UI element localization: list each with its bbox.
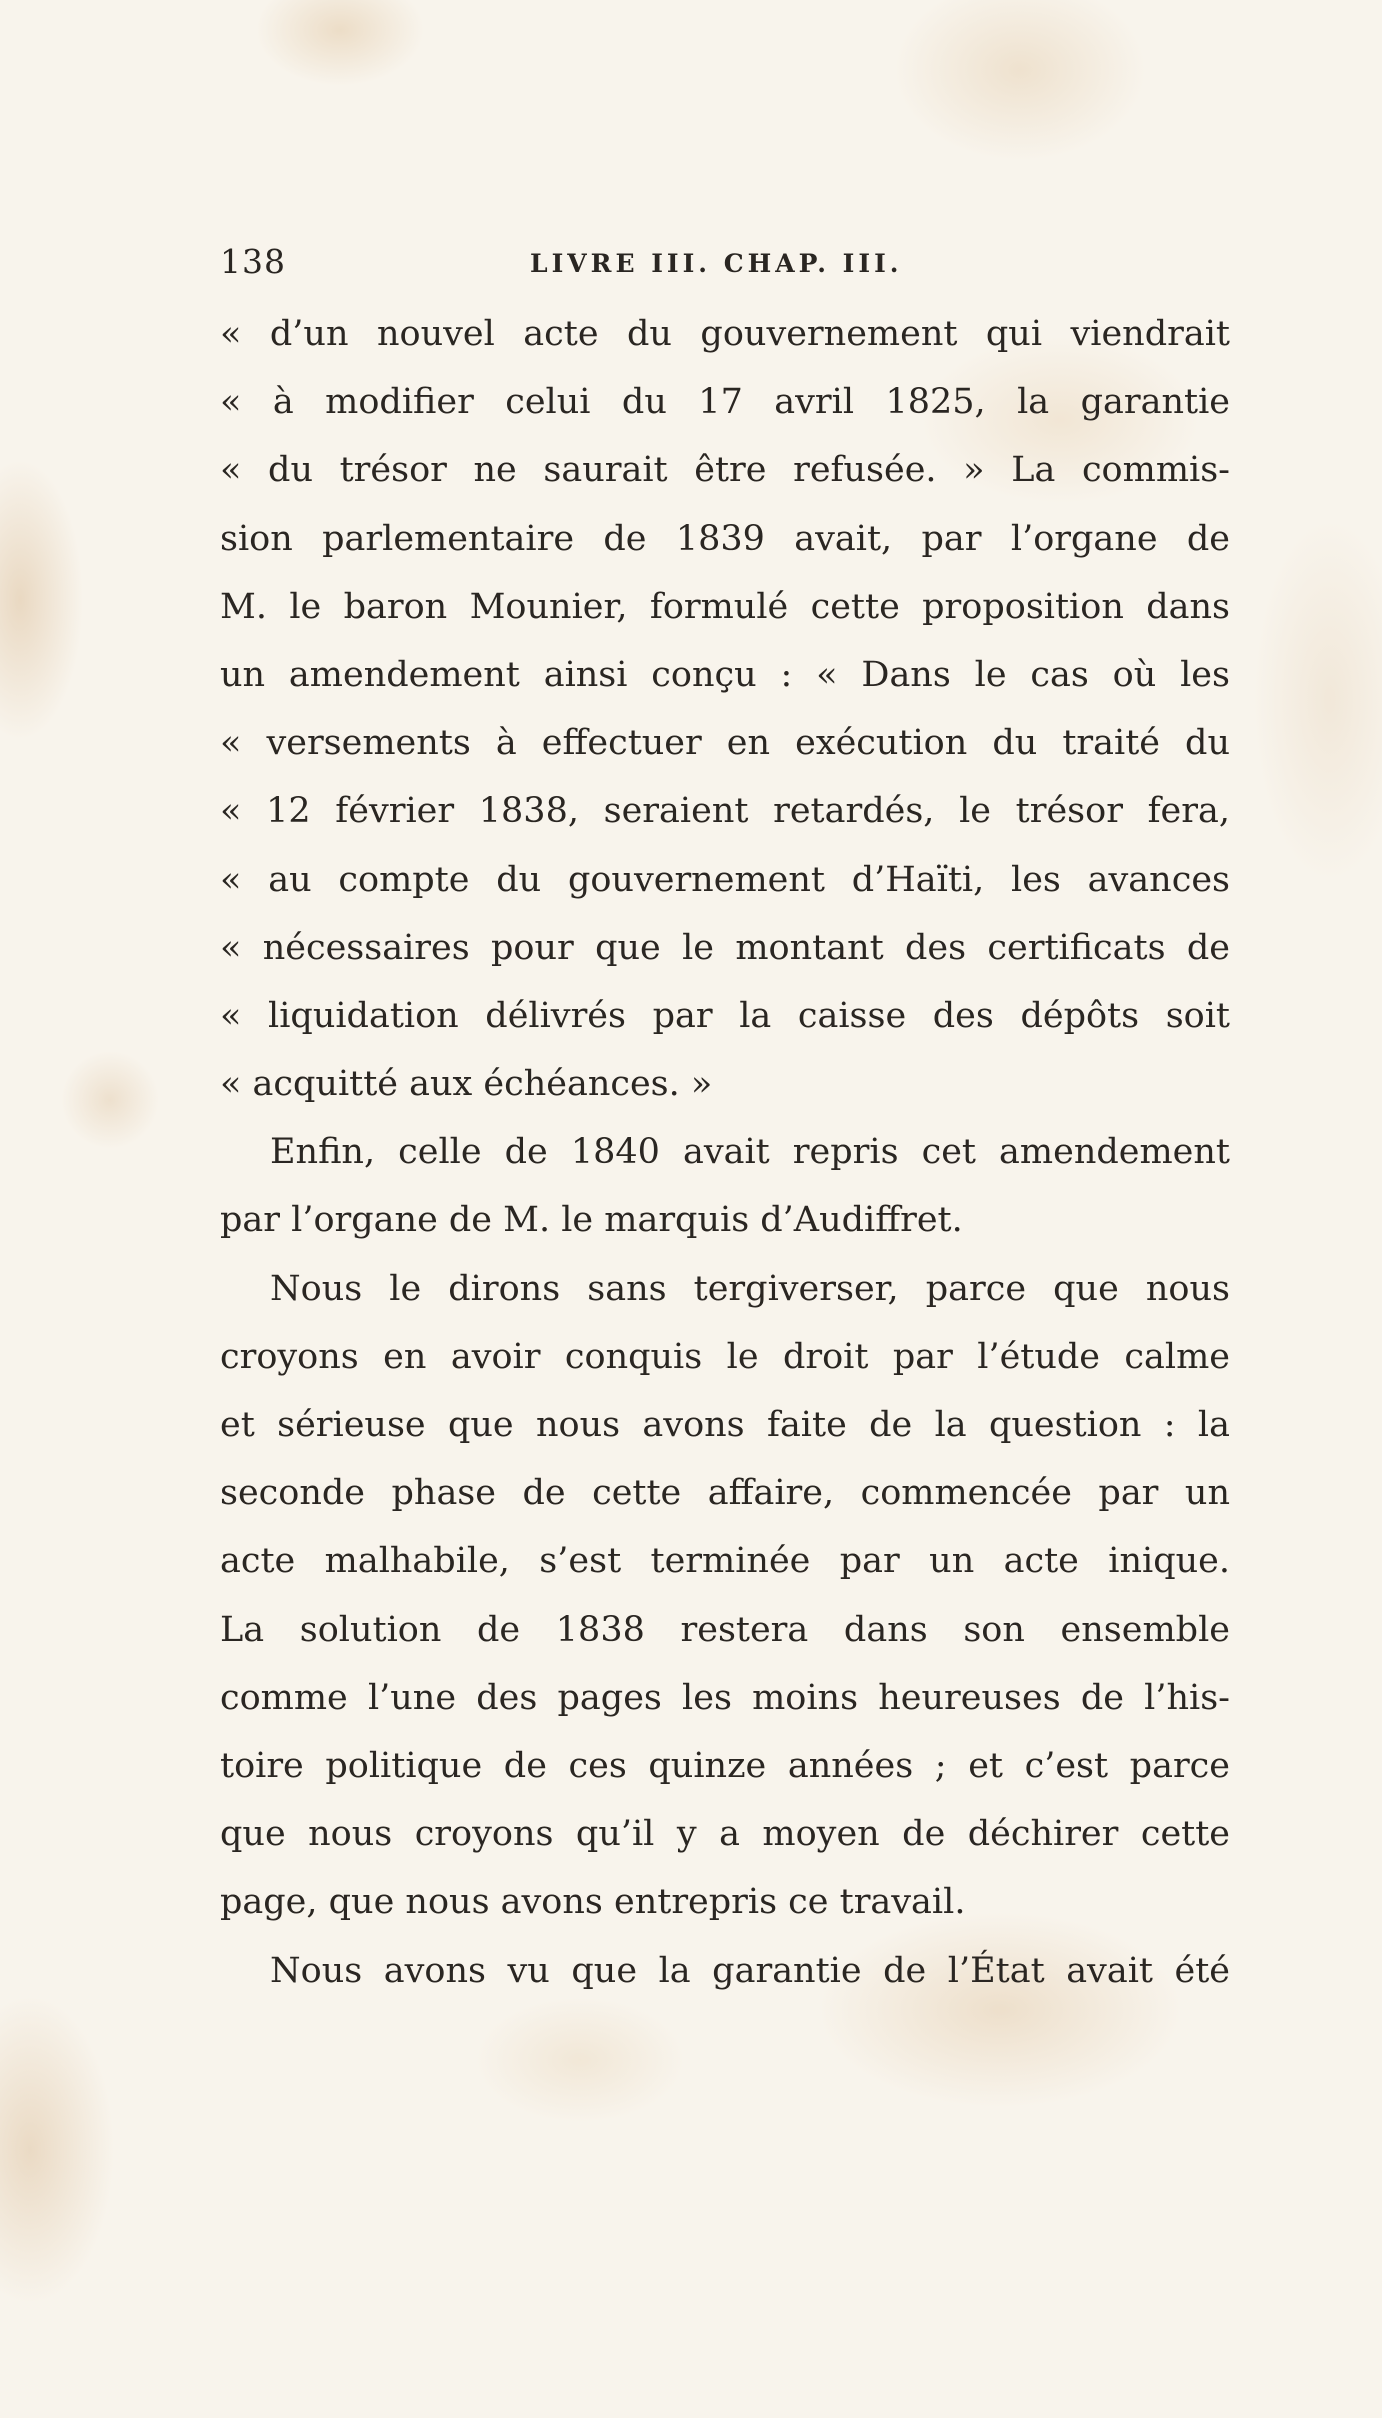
text-line: Enfin, celle de 1840 avait repris cet amendement bbox=[270, 1132, 1230, 1173]
text-line: « 12 février 1838, seraient retardés, le trésor fera, bbox=[220, 791, 1230, 832]
page-header bbox=[220, 240, 1230, 284]
text-line: « du trésor ne saurait être refusée. » La commis- bbox=[220, 450, 1230, 491]
text-line: « liquidation délivrés par la caisse des dépôts soit bbox=[220, 995, 1230, 1036]
text-line: M. le baron Mounier, formulé cette proposition dans bbox=[220, 586, 1230, 627]
text-line: « acquitté aux échéances. » bbox=[220, 1064, 713, 1105]
text-line: Nous le dirons sans tergiverser, parce que nous bbox=[270, 1268, 1230, 1309]
text-line: et sérieuse que nous avons faite de la question : la bbox=[220, 1405, 1230, 1445]
page-number: 138 bbox=[220, 242, 286, 281]
text-line: « au compte du gouvernement d’Haïti, les avances bbox=[220, 859, 1230, 900]
text-line: sion parlementaire de 1839 avait, par l’organe de bbox=[220, 518, 1230, 559]
text-line: page, que nous avons entrepris ce travail. bbox=[220, 1882, 966, 1923]
text-line: croyons en avoir conquis le droit par l’étude calme bbox=[220, 1336, 1230, 1377]
text-line: comme l’une des pages les moins heureuses de l’his- bbox=[220, 1677, 1230, 1718]
text-line: que nous croyons qu’il y a moyen de déchirer cette bbox=[220, 1814, 1230, 1855]
body-text bbox=[220, 300, 1230, 2005]
running-head: LIVRE III. CHAP. III. bbox=[530, 249, 903, 278]
text-line: seconde phase de cette affaire, commencée par un bbox=[220, 1473, 1230, 1514]
text-line: « versements à effectuer en exécution du traité du bbox=[220, 723, 1230, 764]
text-line: acte malhabile, s’est terminée par un acte inique. bbox=[220, 1541, 1230, 1582]
text-line: « d’un nouvel acte du gouvernement qui viendrait bbox=[220, 314, 1230, 354]
text-line: « à modifier celui du 17 avril 1825, la garantie bbox=[220, 382, 1230, 423]
text-line: La solution de 1838 restera dans son ensemble bbox=[220, 1609, 1230, 1650]
text-line: un amendement ainsi conçu : « Dans le cas où les bbox=[220, 654, 1230, 695]
text-line: toire politique de ces quinze années ; et c’est parce bbox=[220, 1745, 1230, 1786]
text-line: Nous avons vu que la garantie de l’État avait été bbox=[270, 1950, 1230, 1991]
text-line: par l’organe de M. le marquis d’Audiffret. bbox=[220, 1200, 963, 1241]
text-line: « nécessaires pour que le montant des certificats de bbox=[220, 927, 1230, 968]
